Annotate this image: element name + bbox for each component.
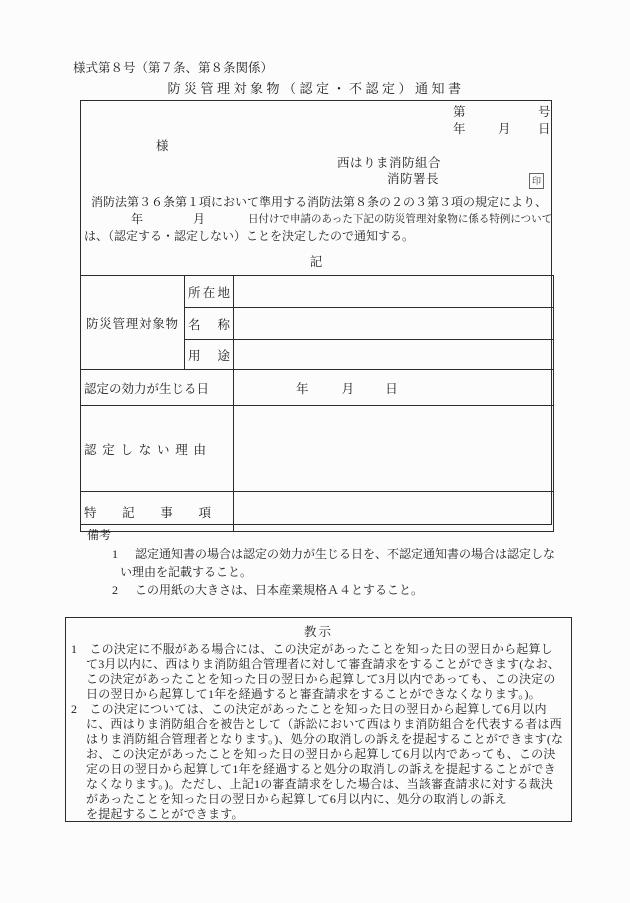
use-label: 用途 [188,348,230,363]
form-number-line: 様式第８号（第７条、第８条関係） [73,61,274,75]
addressee-honorific: 様 [156,139,169,153]
issuer-title: 消防署長 [387,172,440,186]
remarks-item-2-text: この用紙の大きさは、日本産業規格Ａ４とすること。 [135,583,424,597]
address-value-cell [234,276,554,308]
special-notes-value-cell [234,492,554,532]
apply-date-month: 月 [193,212,206,226]
instruction-line: て3月以内に、西はりま消防組合管理者に対して審査請求をすることができます(なお、 [86,657,560,671]
instruction-line: はりま消防組合管理者となります。)、処分の取消しの訴えを提起することができます(な [86,732,564,746]
notification-box [80,100,552,525]
issue-date-day: 日 [538,122,551,136]
remarks-heading: 備考 [87,528,112,542]
instruction-heading: 教示 [303,625,333,639]
instruction-line: なくなります。)。ただし、上記1の審査請求をした場合は、当該審査請求に対する裁決 [86,777,554,791]
record-marker: 記 [309,255,323,269]
use-label-cell [185,340,234,370]
reason-label-cell [81,406,234,492]
name-label: 名称 [188,317,230,332]
effective-day: 日 [385,381,398,396]
doc-number-prefix: 第 [453,105,466,119]
instruction-line: を提起することができます。 [86,807,244,821]
group-label: 防災管理対象物 [86,316,178,331]
remarks-item-2 [112,583,423,598]
instruction-line: に、西はりま消防組合を被告として（訴訟において西はりま消防組合を代表する者は西 [86,717,562,731]
remarks-item-1-line-2: い理由を記載すること。 [120,565,253,579]
table-row [81,492,554,532]
reason-label: 認定しない理由 [84,442,206,457]
issue-date-month: 月 [498,122,511,136]
table-row [81,276,554,308]
issuer-organization: 西はりま消防組合 [337,156,442,170]
special-notes-label: 特記事項 [84,505,211,520]
instruction-line: があったことを知った日の翌日から起算して6月以内に、処分の取消しの訴え [86,792,507,806]
property-table [80,275,554,532]
table-row [81,370,554,406]
group-label-cell [81,276,185,370]
table-row [81,406,554,492]
instruction-line: 2 この決定については、この決定があったことを知った日の翌日から起算して6月以内 [71,702,547,716]
intro-line-3: は、（認定する・認定しない）ことを決定したので通知する。 [84,229,415,243]
appeal-instruction-box [65,617,572,822]
address-label-cell [185,276,234,308]
remarks-item-1-line-1 [112,547,555,562]
seal-mark-icon: 印 [529,173,544,189]
address-label: 所在地 [188,285,230,300]
effective-date-label-cell [81,370,234,406]
use-value-cell [234,340,554,370]
instruction-text [66,642,571,822]
effective-date-value-cell [234,370,554,406]
remarks-item-1-text: 認定通知書の場合は認定の効力が生じる日を、不認定通知書の場合は認定しな [135,547,556,561]
instruction-line: 1 この決定に不服がある場合には、この決定があったことを知った日の翌日から起算し [71,642,553,656]
special-notes-label-cell [81,492,234,532]
intro-line-1: 消防法第３６条第１項において準用する消防法第８条の２の３第３項の規定により、 [91,195,548,209]
document-title: 防災管理対象物（認定・不認定）通知書 [167,81,465,96]
instruction-line: お、この決定があったことを知った日の翌日から起算して6月以内であっても、この決 [86,747,556,761]
instruction-line: この決定があったことを知った日の翌日から起算して3月以内であっても、この決定の [86,672,556,686]
issue-date-year: 年 [453,122,466,136]
name-value-cell [234,308,554,340]
remarks-item-1-number: 1 [112,547,118,561]
instruction-line: 日の翌日から起算して1年を経過すると審査請求をすることができなくなります。)。 [86,687,541,701]
remarks-item-2-number: 2 [112,583,118,597]
apply-date-rest: 日付けで申請のあった下記の防災管理対象物に係る特例について [248,214,553,225]
effective-year: 年 [296,381,309,396]
reason-value-cell [234,406,554,492]
name-label-cell [185,308,234,340]
effective-month: 月 [341,381,355,396]
apply-date-year: 年 [131,212,144,226]
effective-date-label: 認定の効力が生じる日 [84,381,210,396]
instruction-line: 定の日の翌日から起算して1年を経過すると処分の取消しの訴えを提起することができ [86,762,556,776]
doc-number-suffix: 号 [538,105,551,119]
